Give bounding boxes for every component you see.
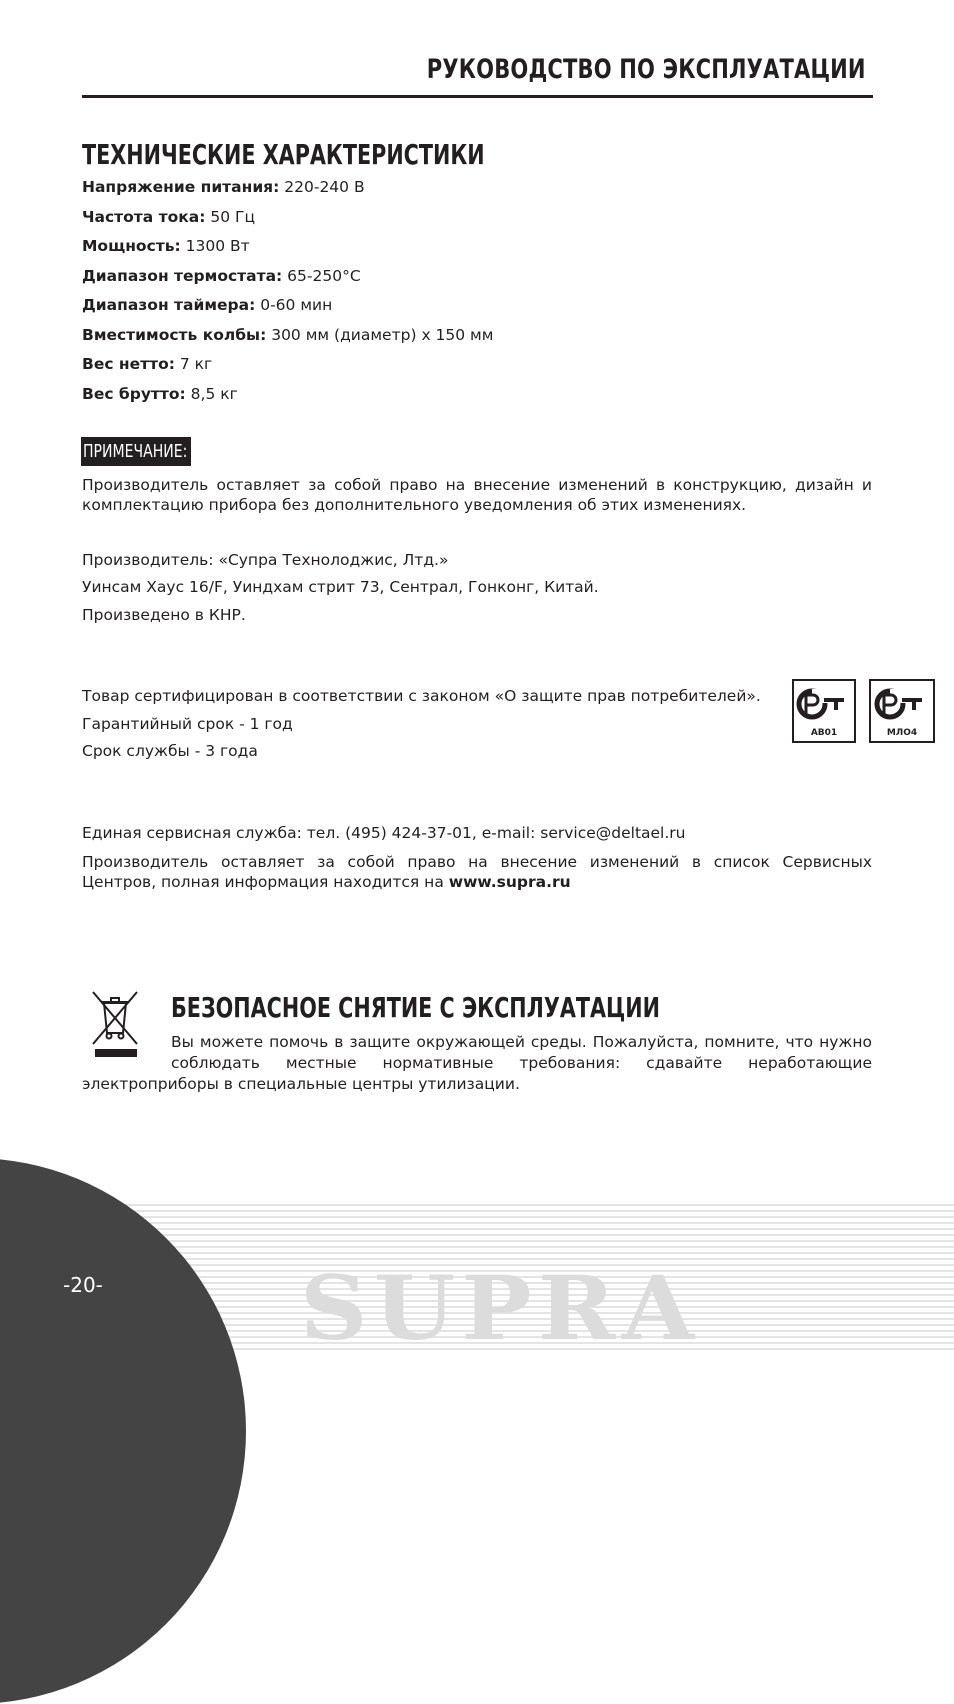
page-number: -20- bbox=[63, 1273, 103, 1297]
spec-value: 7 кг bbox=[174, 355, 213, 373]
certification-text: Товар сертифицирован в соответствии с законом «О защите прав потребителей». bbox=[82, 687, 761, 705]
manufacturer-address: Уинсам Хаус 16/F, Уиндхам стрит 73, Сентрал, Гонконг, Китай. bbox=[82, 578, 599, 596]
spec-value: 220-240 В bbox=[279, 178, 365, 196]
spec-value: 8,5 кг bbox=[185, 385, 238, 403]
page-header-title: РУКОВОДСТВО ПО ЭКСПЛУАТАЦИИ bbox=[427, 54, 866, 85]
spec-label: Мощность: bbox=[82, 237, 181, 255]
spec-row bbox=[82, 178, 365, 196]
spec-row bbox=[82, 385, 238, 403]
rst-logo-icon bbox=[872, 683, 932, 727]
rst-logo-icon bbox=[794, 683, 854, 727]
spec-row bbox=[82, 208, 255, 226]
spec-row bbox=[82, 355, 212, 373]
spec-label: Вес брутто: bbox=[82, 385, 186, 403]
spec-value: 65-250°С bbox=[282, 267, 361, 285]
cert-code: АВ01 bbox=[810, 728, 838, 738]
service-contacts: Единая сервисная служба: тел. (495) 424-37-01, e-mail: service@deltael.ru bbox=[82, 824, 686, 842]
spec-label: Диапазон таймера: bbox=[82, 296, 256, 314]
rst-certification-mark bbox=[792, 679, 856, 743]
spec-label: Вместимость колбы: bbox=[82, 326, 267, 344]
note-text: Производитель оставляет за собой право на внесение изменений в конструкцию, дизайн и комплектацию прибора без дополнительного уведомления об этих изменениях. bbox=[82, 476, 872, 514]
spec-value: 300 мм (диаметр) х 150 мм bbox=[266, 326, 494, 344]
spec-value: 0-60 мин bbox=[255, 296, 333, 314]
rst-certification-mark bbox=[869, 679, 935, 743]
specs-heading: ТЕХНИЧЕСКИЕ ХАРАКТЕРИСТИКИ bbox=[82, 138, 485, 171]
spec-label: Частота тока: bbox=[82, 208, 206, 226]
note-label: ПРИМЕЧАНИЕ: bbox=[81, 437, 191, 466]
disposal-text: Вы можете помочь в защите окружающей среды. Пожалуйста, помните, что нужно соблюдать местные нормативные требования: сдавайте неработающие электроприборы в специальные центры утилизации. bbox=[82, 1033, 872, 1093]
spec-value: 1300 Вт bbox=[180, 237, 250, 255]
cert-code: МЛО4 bbox=[886, 728, 918, 738]
spec-row bbox=[82, 267, 361, 285]
spec-label: Напряжение питания: bbox=[82, 178, 280, 196]
service-centers-note: Производитель оставляет за собой право на внесение изменений в список Сервисных Центров, полная информация находится на www.supra.ru bbox=[82, 853, 872, 891]
spec-row bbox=[82, 296, 332, 314]
spec-value: 50 Гц bbox=[205, 208, 256, 226]
header-divider bbox=[82, 95, 873, 98]
spec-row bbox=[82, 326, 493, 344]
service-life-text: Срок службы - 3 года bbox=[82, 742, 258, 760]
disposal-heading: БЕЗОПАСНОЕ СНЯТИЕ С ЭКСПЛУАТАЦИИ bbox=[171, 991, 660, 1024]
spec-label: Вес нетто: bbox=[82, 355, 175, 373]
warranty-text: Гарантийный срок - 1 год bbox=[82, 715, 293, 733]
spec-label: Диапазон термостата: bbox=[82, 267, 283, 285]
country-of-origin: Произведено в КНР. bbox=[82, 606, 246, 624]
spec-row bbox=[82, 237, 250, 255]
supra-watermark: SUPRA bbox=[300, 1256, 701, 1360]
manufacturer-name: Производитель: «Супра Технолоджис, Лтд.» bbox=[82, 551, 449, 569]
website-link[interactable]: www.supra.ru bbox=[448, 873, 571, 891]
